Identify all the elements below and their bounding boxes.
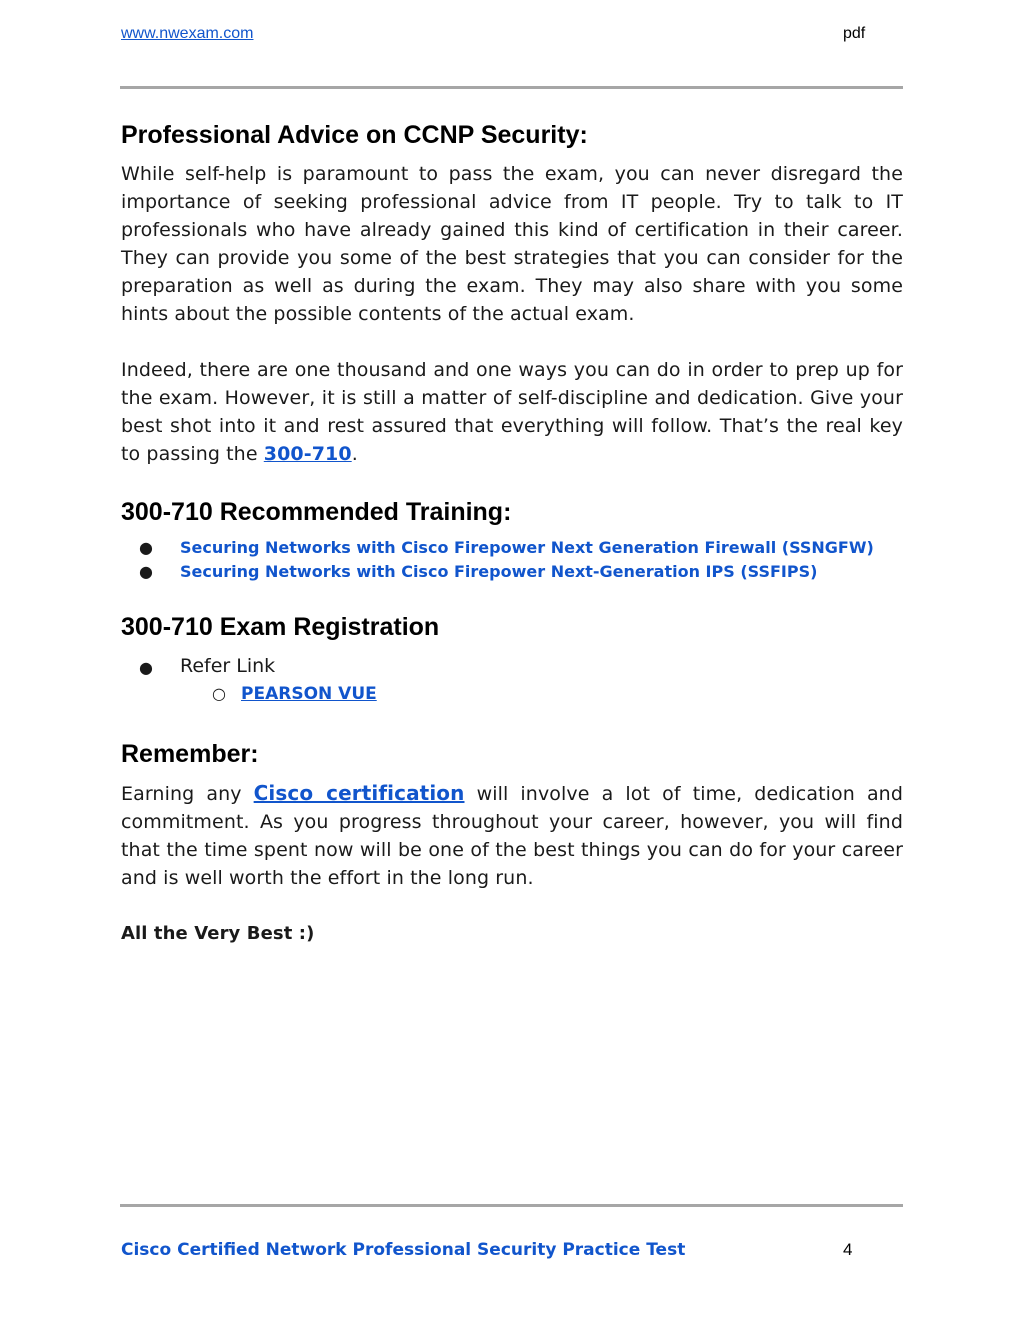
footer-divider [120, 1204, 903, 1207]
bullet-icon: ● [139, 562, 153, 581]
bullet-icon: ● [139, 538, 153, 557]
advice-paragraph-2-text: Indeed, there are one thousand and one ways you can do in order to prep up for the exam. However, it is still a matter of self-discipline and dedication. Give your best shot into it and rest assured that everything will follow. That’s the real key to passing the [121, 359, 903, 465]
circle-bullet-icon: ○ [212, 684, 226, 703]
footer-title: Cisco Certified Network Professional Security Practice Test [121, 1240, 686, 1260]
bullet-icon: ● [139, 658, 153, 677]
page-content [121, 118, 903, 948]
advice-heading: Professional Advice on CCNP Security: [121, 121, 588, 149]
exam-code-link[interactable]: 300-710 [263, 443, 352, 465]
refer-link-label: Refer Link [180, 655, 276, 677]
training-link-ssfips[interactable]: Securing Networks with Cisco Firepower Next-Generation IPS (SSFIPS) [180, 562, 818, 581]
list-item [121, 536, 903, 560]
list-item [121, 652, 903, 680]
training-heading: 300-710 Recommended Training: [121, 498, 512, 526]
registration-heading: 300-710 Exam Registration [121, 613, 440, 641]
remember-heading: Remember: [121, 740, 259, 768]
header-divider [120, 86, 903, 89]
pearson-vue-link[interactable]: PEARSON VUE [241, 684, 377, 704]
remember-paragraph [121, 779, 903, 892]
list-item [121, 680, 903, 708]
header-pdf-label: pdf [843, 25, 866, 42]
page-number: 4 [843, 1240, 853, 1259]
registration-list [121, 652, 903, 708]
list-item [121, 560, 903, 584]
training-list [121, 536, 903, 584]
remember-text-after: will involve a lot of time, dedication and commitment. As you progress throughout your career, however, you will find that the time spent now will be one of the best things you can do for your career and is well worth the effort in the long run. [121, 783, 903, 889]
training-link-ssngfw[interactable]: Securing Networks with Cisco Firepower Next Generation Firewall (SSNGFW) [180, 538, 874, 557]
remember-text-before: Earning any [121, 783, 254, 805]
cisco-certification-link[interactable]: Cisco certification [253, 781, 465, 805]
closing-line: All the Very Best :) [121, 923, 315, 944]
advice-paragraph-1: While self-help is paramount to pass the exam, you can never disregard the importance of seeking professional advice from IT people. Try to talk to IT professionals who have already gained this kind of certification in their career. They can provide you some of the best strategies that you can consider for the preparation as well as during the exam. They may also share with you some hints about the possible contents of the actual exam. [121, 163, 903, 325]
site-link[interactable]: www.nwexam.com [121, 25, 254, 42]
advice-paragraph-2-end: . [351, 443, 358, 465]
advice-paragraph-2 [121, 356, 903, 468]
